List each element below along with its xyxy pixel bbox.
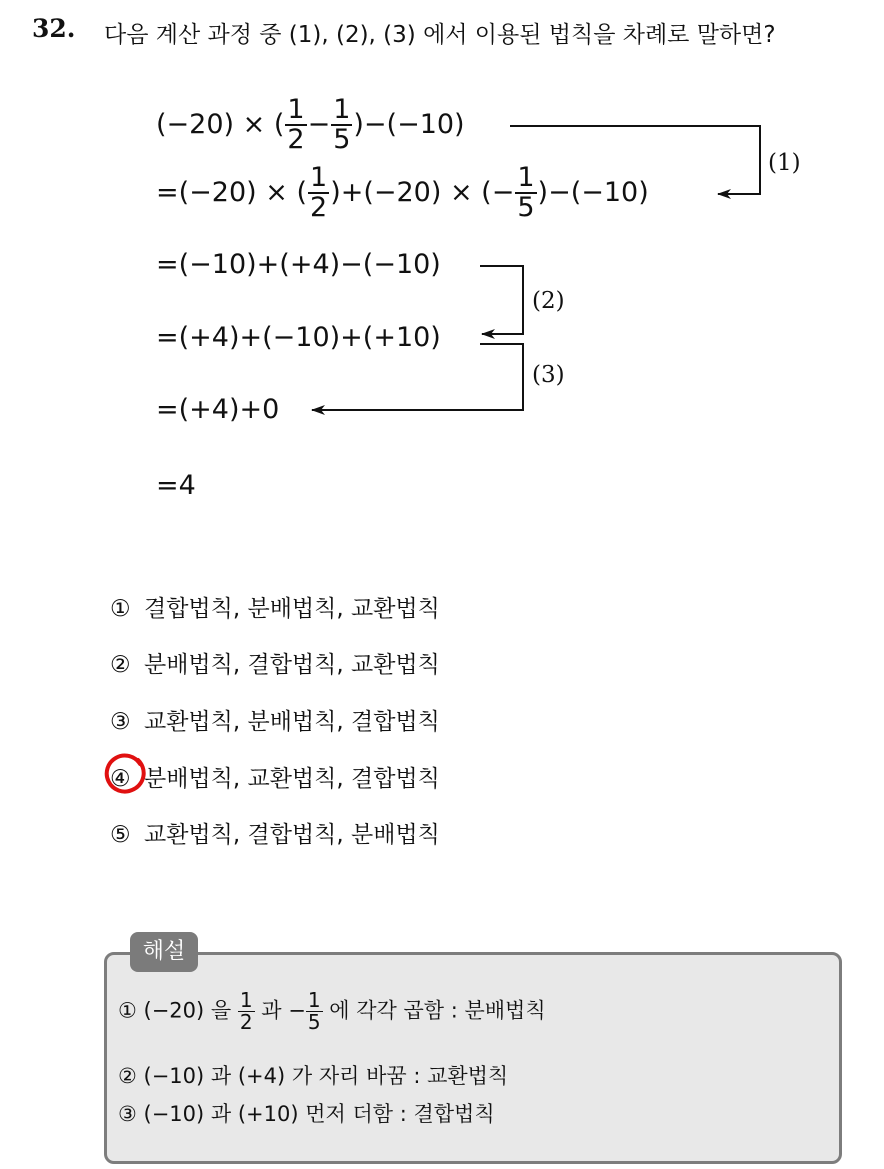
label-step-1: (1) — [768, 150, 801, 176]
option-marker: ② — [110, 652, 131, 678]
option-3[interactable]: ③ 교환법칙, 분배법칙, 결합법칙 — [110, 709, 440, 735]
explanation-box — [104, 952, 842, 1164]
option-4[interactable]: ④ 분배법칙, 교환법칙, 결합법칙 — [110, 766, 440, 792]
explanation-line-2: ② (−10) 과 (+4) 가 자리 바꿈 : 교환법칙 — [118, 1064, 509, 1088]
step-6: =4 — [156, 470, 196, 501]
option-2[interactable]: ② 분배법칙, 결합법칙, 교환법칙 — [110, 652, 440, 678]
option-5[interactable]: ⑤ 교환법칙, 결합법칙, 분배법칙 — [110, 822, 440, 848]
option-marker: ① — [110, 596, 131, 622]
option-marker: ⑤ — [110, 822, 131, 848]
option-1[interactable]: ① 결합법칙, 분배법칙, 교환법칙 — [110, 596, 440, 622]
label-step-3: (3) — [532, 362, 565, 388]
fraction-fifth: $\frac{1}{5}$ — [333, 94, 351, 156]
explanation-tag: 해설 — [130, 932, 198, 972]
fraction-fifth: $\frac{1}{5}$ — [517, 162, 535, 224]
question-text: 다음 계산 과정 중 (1), (2), (3) 에서 이용된 법칙을 차례로 말하면? — [104, 22, 776, 48]
step-5: =(+4)+0 — [156, 394, 280, 425]
step-2: =(−20) × ( $\frac{1}{2}$ )+(−20) × (− $\frac{1}{5}$ )−(−10) — [156, 162, 649, 224]
option-marker: ③ — [110, 709, 131, 735]
explanation-line-1: ① (−20) 을 $\frac{1}{2}$ 과 − $\frac{1}{5}$ 에 각각 곱함 : 분배법칙 — [118, 988, 546, 1034]
question-number: 32. — [32, 14, 76, 43]
step-4: =(+4)+(−10)+(+10) — [156, 322, 441, 353]
fraction-half: $\frac{1}{2}$ — [287, 94, 305, 156]
step-1: (−20) × ( $\frac{1}{2}$ − $\frac{1}{5}$ )−(−10) — [156, 94, 465, 156]
label-step-2: (2) — [532, 288, 565, 314]
option-marker: ④ — [110, 766, 131, 792]
fraction-half: $\frac{1}{2}$ — [310, 162, 328, 224]
explanation-line-3: ③ (−10) 과 (+10) 먼저 더함 : 결합법칙 — [118, 1102, 495, 1126]
step-3: =(−10)+(+4)−(−10) — [156, 249, 441, 280]
